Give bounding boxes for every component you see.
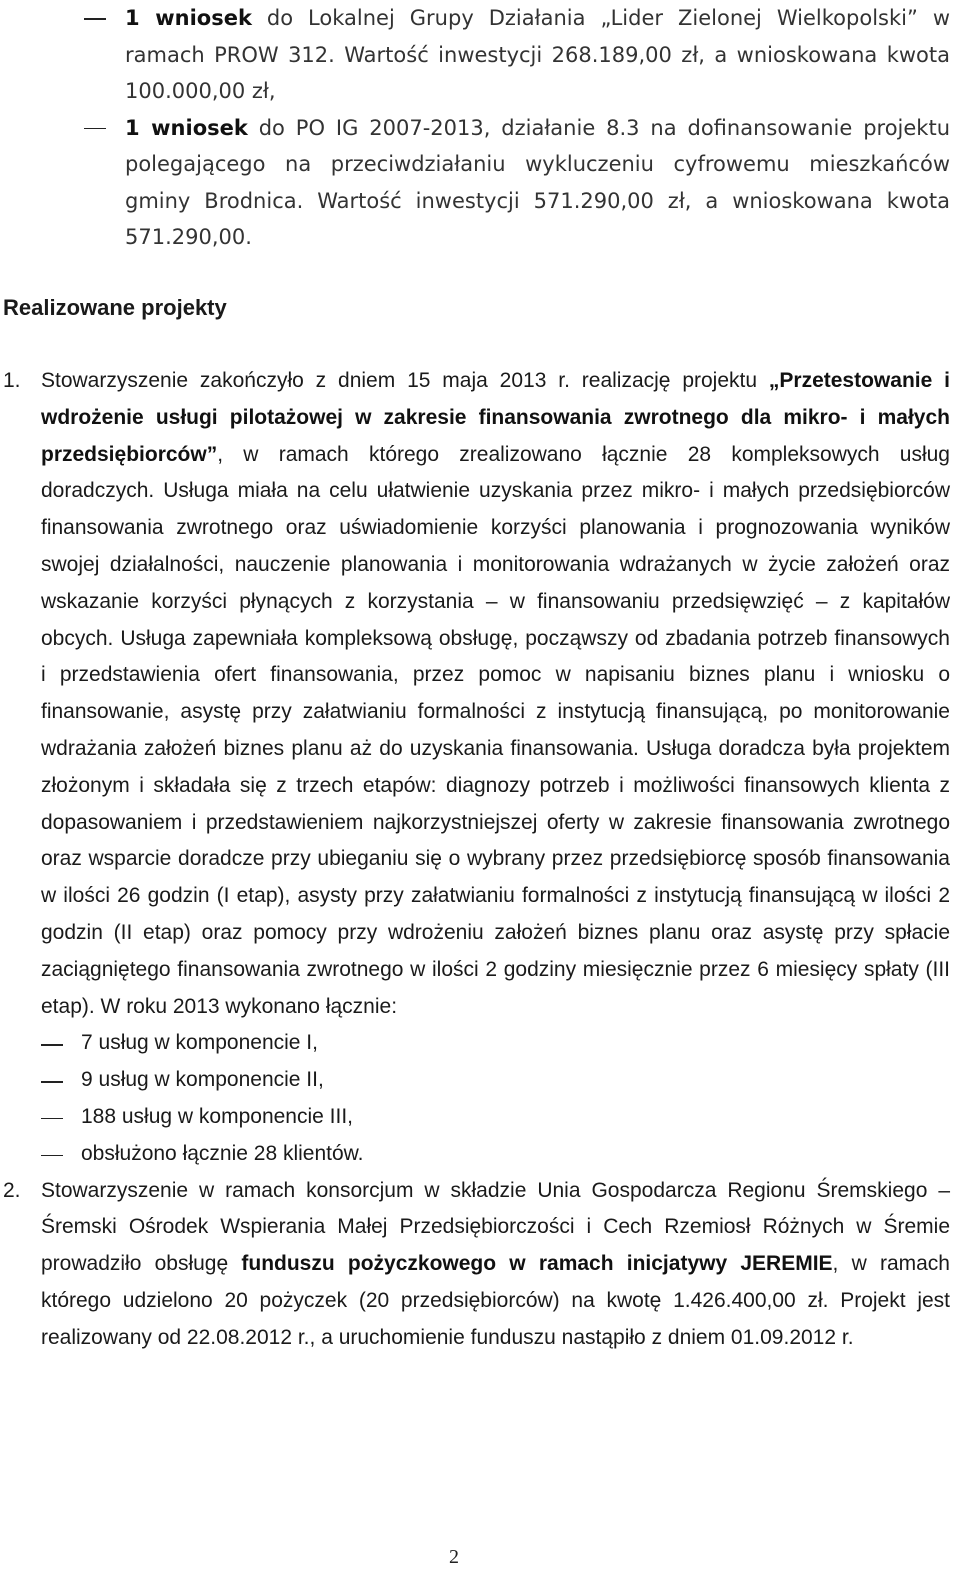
section-heading: Realizowane projekty	[3, 295, 227, 320]
list-item-text: do Lokalnej Grupy Działania „Lider Zielonej Wielkopolski” w ramach PROW 312. Wartość inwestycji 268.189,00 zł, a wnioskowana kwota 100.000,00 zł,	[125, 6, 950, 103]
list-item-text: 7 usług w komponencie I,	[81, 1031, 318, 1055]
projects-list	[3, 363, 950, 1357]
paragraph-text: , w ramach którego zrealizowano łącznie 28 kompleksowych usług doradczych. Usługa miała na celu ułatwienie uzyskania przez mikro- i małych przedsiębiorców finansowania zwrotnego oraz uświadomienie korzyści planowania i prognozowania wyników swojej działalności, nauczenie planowania i monitorowania wdrażanych w życie założeń oraz wskazanie korzyści płynących z korzystania – w finansowaniu przedsięwzięć – z kapitałów obcych. Usługa zapewniała kompleksową obsługę, począwszy od zbadania potrzeb finansowych i przedstawienia ofert finansowania, przez pomoc w napisaniu biznes planu i wniosku o finansowanie, asystę przy załatwianiu formalności z instytucją finansującą, po monitorowanie wdrażania założeń biznes planu aż do uzyskania finansowania. Usługa doradcza była projektem złożonym i składała się z trzech etapów: diagnozy potrzeb i możliwości finansowych klienta z dopasowaniem i przedstawieniem najkorzystniejszej oferty w zakresie finansowania zwrotnego oraz wsparcie doradcze przy ubieganiu się o wybrany przez przedsiębiorcę sposób finansowania w ilości 26 godzin (I etap), asysty przy załatwianiu formalności z instytucją finansującą w ilości 2 godzin (II etap) oraz pomocy przy wdrożeniu założeń biznes planu oraz asystę przy spłacie zaciągniętego finansowania zwrotnego w ilości 2 godziny miesięcznie przez 6 miesięcy spłaty (III etap). W roku 2013 wykonano łącznie:	[41, 442, 950, 1018]
list-item	[80, 110, 950, 256]
list-item	[41, 1099, 950, 1136]
project-title: „Przetestowanie i wdrożenie usługi pilotażowej w zakresie finansowania zwrotnego dla mikro- i małych przedsiębiorców”	[41, 369, 950, 466]
list-item-bold: 1 wniosek	[125, 115, 248, 140]
paragraph-text: , w ramach którego udzielono 20 pożyczek (20 przedsiębiorców) na kwotę 1.426.400,00 zł. Projekt jest realizowany od 22.08.2012 r., a uruchomienie funduszu nastąpiło z dniem 01.09.2012 r.	[41, 1252, 950, 1349]
page-number: 2	[449, 1546, 459, 1568]
list-item-text: obsłużono łącznie 28 klientów.	[81, 1141, 364, 1165]
services-list	[41, 1025, 950, 1172]
item-number: 1.	[3, 369, 21, 392]
project-item	[3, 363, 950, 1173]
project-paragraph	[41, 1173, 950, 1357]
list-item-text: 9 usług w komponencie II,	[81, 1068, 324, 1092]
list-item	[41, 1062, 950, 1099]
paragraph-text: Stowarzyszenie zakończyło z dniem 15 maja 2013 r. realizację projektu	[41, 369, 769, 392]
list-item-text: do PO IG 2007-2013, działanie 8.3 na dofinansowanie projektu polegającego na przeciwdziałaniu wykluczeniu cyfrowemu mieszkańców gminy Brodnica. Wartość inwestycji 571.290,00 zł, a wnioskowana kwota 571.290,00.	[125, 115, 950, 249]
list-item	[41, 1025, 950, 1062]
project-item	[3, 1173, 950, 1357]
project-paragraph	[41, 363, 950, 1025]
list-item-text: 188 usług w komponencie III,	[81, 1104, 353, 1128]
paragraph-text: Stowarzyszenie w ramach konsorcjum w składzie Unia Gospodarcza Regionu Śremskiego – Śremski Ośrodek Wspierania Małej Przedsiębiorczości i Cech Rzemiosł Różnych w Śremie prowadziło obsługę	[41, 1178, 950, 1276]
list-item-bold: 1 wniosek	[125, 6, 252, 30]
project-title: funduszu pożyczkowego w ramach inicjatywy JEREMIE	[241, 1252, 833, 1276]
application-list	[80, 0, 950, 256]
list-item	[80, 0, 950, 110]
list-item	[41, 1136, 950, 1173]
item-number: 2.	[3, 1178, 21, 1202]
